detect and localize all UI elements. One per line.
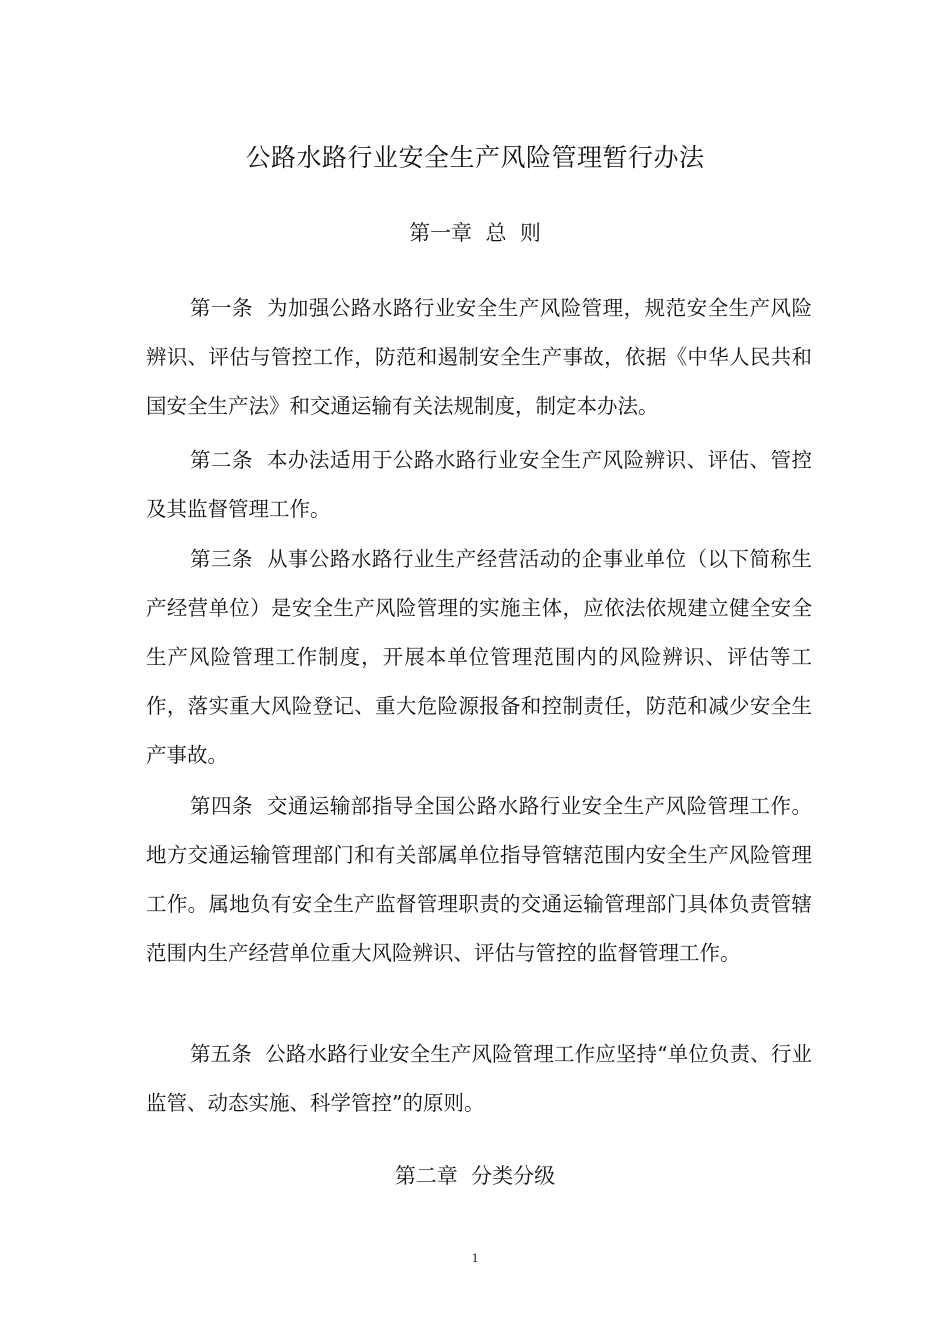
document-title: 公路水路行业安全生产风险管理暂行办法 [245,143,705,172]
page-number: 1 [471,1250,479,1265]
article-3-text: 从事公路水路行业生产经营活动的企事业单位（以下简称生产经营单位）是安全生产风险管理的实施主体，应依法依规建立健全安全生产风险管理工作制度，开展本单位管理范围内的风险辨识、评估等工作，落实重大风险登记、重大危险源报备和控制责任，防范和减少安全生产事故。 [146,547,812,767]
article-2 [146,436,812,534]
article-2-text: 本办法适用于公路水路行业安全生产风险辨识、评估、管控及其监督管理工作。 [146,448,812,521]
article-1-label: 第一条 [190,296,253,320]
chapter-heading-2: 第二章 分类分级 [394,1164,556,1188]
article-1-text: 为加强公路水路行业安全生产风险管理，规范安全生产风险辨识、评估与管控工作，防范和遏制安全生产事故，依据《中华人民共和国安全生产法》和交通运输有关法规制度，制定本办法。 [146,296,812,418]
article-2-label: 第二条 [190,448,253,472]
article-3-label: 第三条 [190,547,253,571]
article-4-label: 第四条 [190,794,253,818]
article-5-text: 公路水路行业安全生产风险管理工作应坚持“单位负责、行业监管、动态实施、科学管控”的原则。 [146,1042,812,1115]
article-3 [146,535,812,780]
article-5-label: 第五条 [190,1042,252,1066]
article-4-text: 交通运输部指导全国公路水路行业安全生产风险管理工作。地方交通运输管理部门和有关部属单位指导管辖范围内安全生产风险管理工作。属地负有安全生产监督管理职责的交通运输管理部门具体负责管辖范围内生产经营单位重大风险辨识、评估与管控的监督管理工作。 [146,794,812,965]
article-5 [146,1030,812,1128]
article-4 [146,782,812,978]
chapter-heading-1: 第一章 总 则 [409,221,541,245]
article-1 [146,284,812,431]
